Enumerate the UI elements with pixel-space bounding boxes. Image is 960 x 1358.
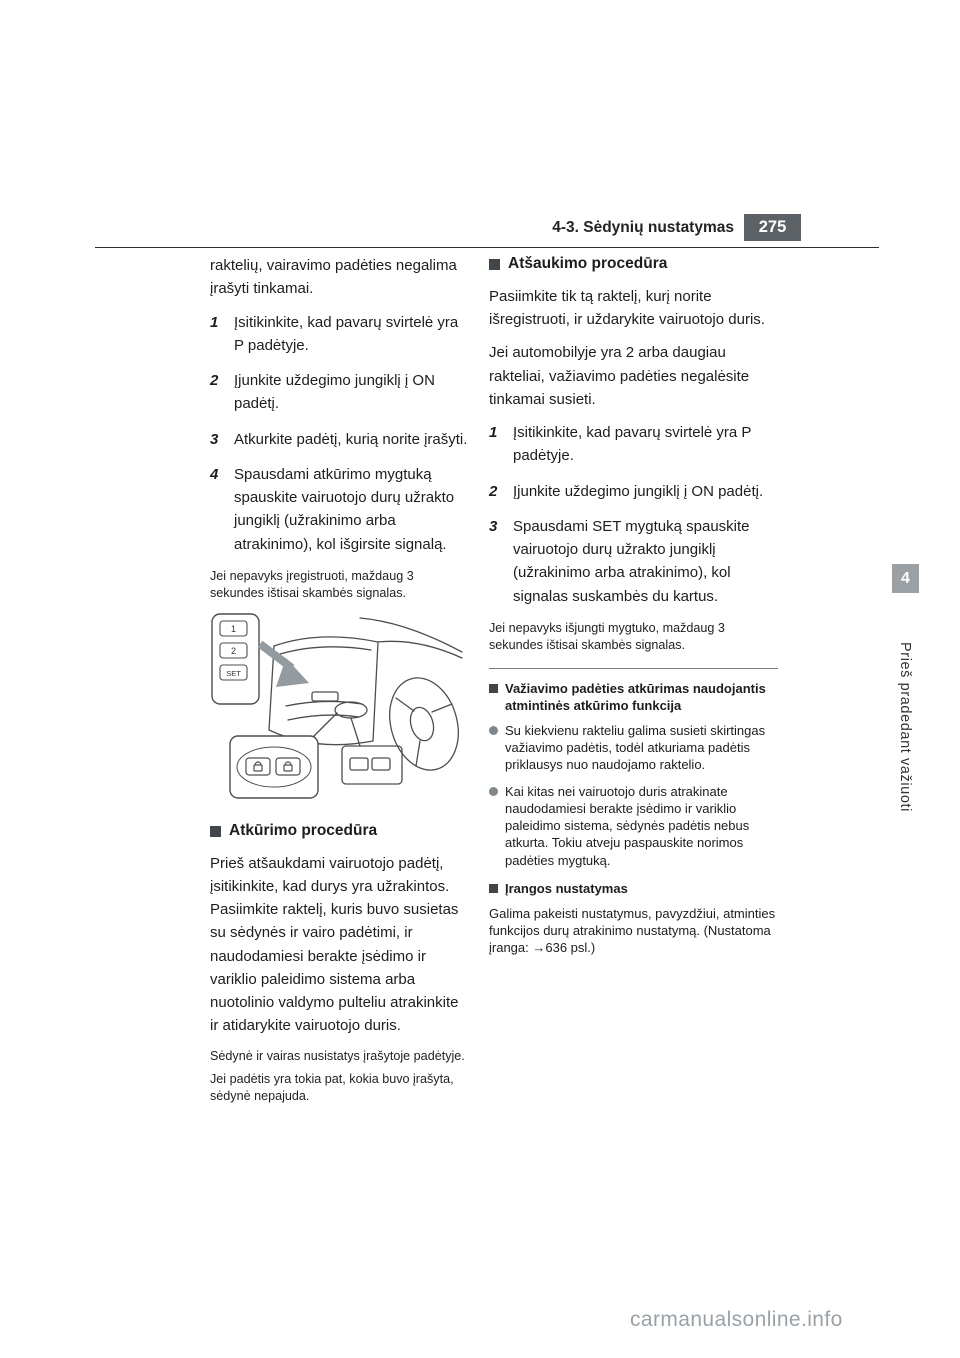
section-marker-icon xyxy=(210,826,221,837)
watermark: carmanualsonline.info xyxy=(630,1308,843,1331)
chapter-tab: 4 xyxy=(892,564,919,593)
bullet-icon xyxy=(489,787,498,796)
section-heading-label: Atkūrimo procedūra xyxy=(229,821,378,839)
memory-button-1-label: 1 xyxy=(230,623,237,634)
right-column xyxy=(489,254,778,965)
step-number: 3 xyxy=(210,430,219,448)
header-divider xyxy=(95,247,879,248)
paragraph: Pasiimkite tik tą raktelį, kurį norite išregistruoti, ir uždarykite vairuotojo duris. xyxy=(489,287,765,329)
note-text: Jei nepavyks išjungti mygtuko, maždaug 3 sekundes ištisai skambės signalas. xyxy=(489,620,725,652)
column-divider xyxy=(489,668,778,669)
step-item xyxy=(210,311,470,358)
paragraph: Prieš atšaukdami vairuotojo padėtį, įsitikinkite, kad durys yra užrakintos. Pasiimkite raktelį, kuris buvo susietas su sėdynės ir vairo padėtimi, ir naudodamiesi berakte įsėdimo ir variklio paleidimo sistema arba nuotolinio valdymo pulteliu atrakinkite ir atidarykite vairuotojo duris. xyxy=(210,854,459,1035)
memory-buttons-inset xyxy=(212,614,259,704)
memory-button-2-label: 2 xyxy=(230,645,237,656)
car-interior-illustration xyxy=(210,612,468,804)
sub-heading xyxy=(489,681,778,715)
step-item xyxy=(489,421,778,468)
step-text: Įsitikinkite, kad pavarų svirtelė yra P padėtyje. xyxy=(513,424,752,465)
step-text: Įsitikinkite, kad pavarų svirtelė yra P padėtyje. xyxy=(234,313,459,354)
step-number: 2 xyxy=(489,482,498,500)
step-item xyxy=(210,428,470,451)
note-text: Sėdynė ir vairas nusistatys įrašytoje padėtyje. xyxy=(210,1048,465,1063)
step-item xyxy=(489,480,778,503)
sub-heading xyxy=(489,881,778,898)
bullet-item xyxy=(489,722,778,774)
bullet-text: Kai kitas nei vairuotojo duris atrakinate naudodamiesi berakte įsėdimo ir variklio paleidimo sistema, sėdynės padėtis nebus atkurta. Tokiu atveju paspauskite norimos padėties mygtuką. xyxy=(505,783,750,868)
bullet-icon xyxy=(489,726,498,735)
section-marker-icon xyxy=(489,684,498,693)
step-number: 2 xyxy=(210,372,219,389)
section-heading xyxy=(489,254,778,275)
left-column xyxy=(210,254,470,1115)
illustration-figure xyxy=(210,612,468,809)
section-heading xyxy=(210,821,470,842)
step-number: 3 xyxy=(489,517,498,535)
section-heading-label: Atšaukimo procedūra xyxy=(508,255,668,272)
step-number: 1 xyxy=(210,313,219,331)
door-lock-inset xyxy=(230,736,318,798)
intro-text: raktelių, vairavimo padėties negalima įrašyti tinkamai. xyxy=(210,257,457,298)
page-header xyxy=(95,214,801,241)
step-text: Įjunkite uždegimo jungiklį į ON padėtį. xyxy=(513,482,764,500)
step-item xyxy=(210,463,470,556)
section-marker-icon xyxy=(489,259,500,270)
section-title: 4-3. Sėdynių nustatymas xyxy=(552,218,734,236)
bullet-item xyxy=(489,783,778,869)
set-button-label: SET xyxy=(226,668,241,678)
sub-heading-label: Važiavimo padėties atkūrimas naudojantis atmintinės atkūrimo funkcija xyxy=(505,680,766,713)
note-text: Jei padėtis yra tokia pat, kokia buvo įrašyta, sėdynė nepajuda. xyxy=(210,1071,454,1103)
step-item xyxy=(210,369,470,416)
note-text: Galima pakeisti nustatymus, pavyzdžiui, atminties funkcijos durų atrakinimo nustatymą. (Nustatoma įranga: →636 psl.) xyxy=(489,905,776,956)
step-text: Įjunkite uždegimo jungiklį į ON padėtį. xyxy=(234,372,435,413)
callout-arrow-icon xyxy=(260,644,309,687)
step-number: 1 xyxy=(489,424,498,442)
step-number: 4 xyxy=(210,465,219,483)
paragraph: Jei automobilyje yra 2 arba daugiau rakteliai, važiavimo padėties negalėsite tinkamai susieti. xyxy=(489,344,750,408)
section-marker-icon xyxy=(489,884,498,893)
note-text: Jei nepavyks įregistruoti, maždaug 3 sekundes ištisai skambės signalas. xyxy=(210,568,414,600)
bullet-text: Su kiekvienu rakteliu galima susieti skirtingas važiavimo padėtis, todėl atkuriama padėtis priklausys nuo naudojamo raktelio. xyxy=(505,722,766,773)
step-text: Spausdami SET mygtuką spauskite vairuotojo durų užrakto jungiklį (užrakinimo arba atrakinimo), kol signalas suskambės du kartus. xyxy=(513,517,750,605)
step-item xyxy=(489,515,778,608)
page-number: 275 xyxy=(744,214,801,241)
sub-heading-label: Įrangos nustatymas xyxy=(505,880,628,896)
side-label: Prieš pradedant važiuoti xyxy=(897,642,913,812)
step-text: Spausdami atkūrimo mygtuką spauskite vairuotojo durų užrakto jungiklį (užrakinimo arba atrakinimo), kol išgirsite signalą. xyxy=(234,465,455,553)
step-text: Atkurkite padėtį, kurią norite įrašyti. xyxy=(234,430,468,448)
